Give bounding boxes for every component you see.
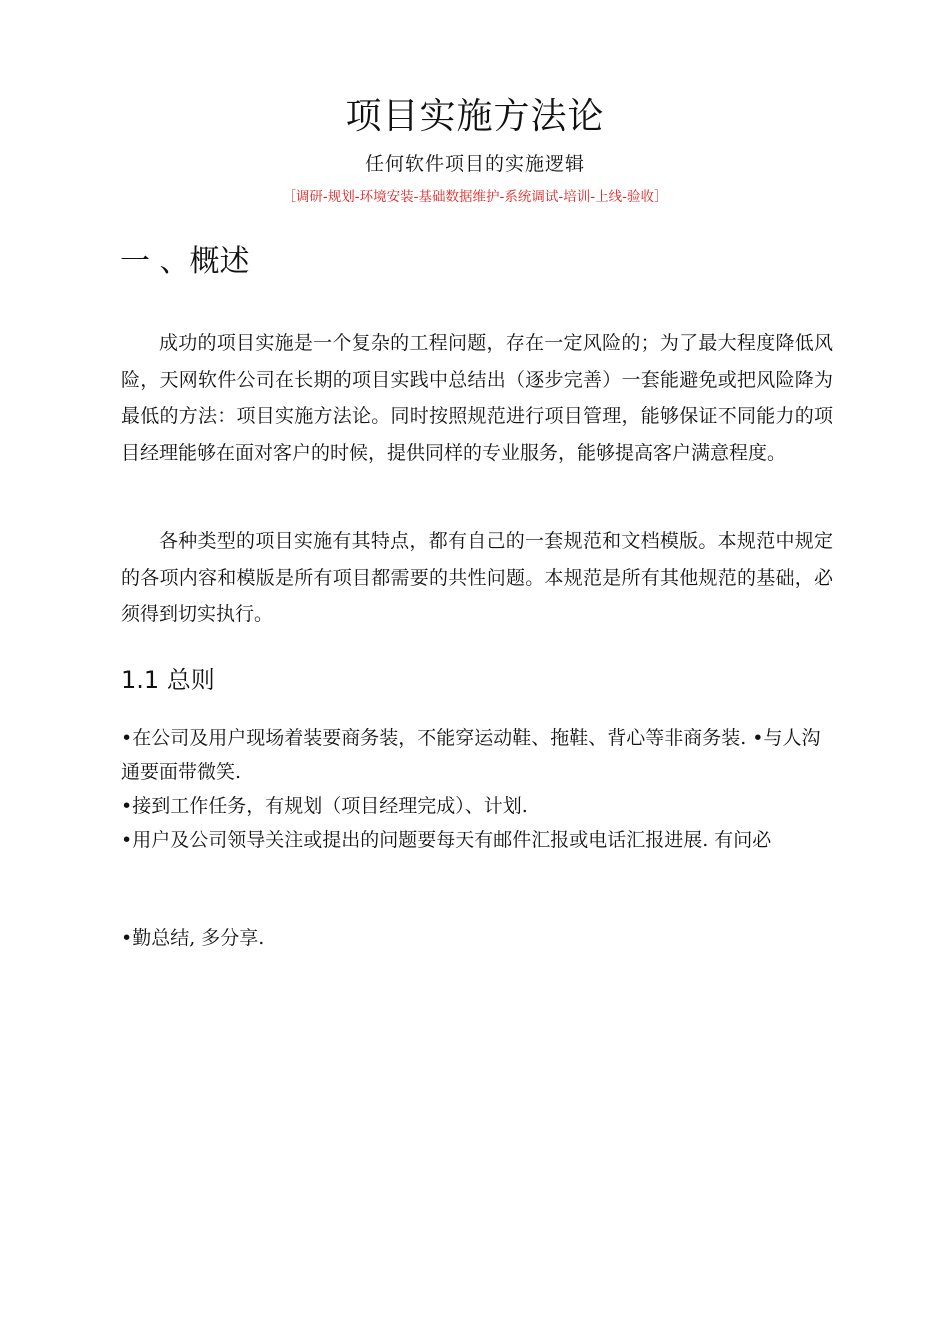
document-subtitle: 任何软件项目的实施逻辑 (364, 153, 585, 175)
section-heading-overview: 一 、概述 (120, 244, 250, 279)
general-rules-list (121, 721, 833, 857)
list-item: •接到工作任务，有规划（项目经理完成）、计划. (121, 795, 528, 817)
overview-paragraph-2: 各种类型的项目实施有其特点，都有自己的一套规范和文档模版。本规范中规定的各项内容和模版是所有项目都需要的共性问题。本规范是所有其他规范的基础，必须得到切实执行。 (121, 530, 833, 625)
list-item: •用户及公司领导关注或提出的问题要每天有邮件汇报或电话汇报进展. 有问必 (121, 829, 772, 851)
process-steps-line: ［调研-规划-环境安装-基础数据维护-系统调试-培训-上线-验收］ (282, 189, 668, 205)
list-item: •勤总结, 多分享. (121, 927, 265, 949)
overview-paragraph-1: 成功的项目实施是一个复杂的工程问题，存在一定风险的；为了最大程度降低风险，天网软件公司在长期的项目实践中总结出（逐步完善）一套能避免或把风险降为最低的方法：项目实施方法论。同时按照规范进行项目管理，能够保证不同能力的项目经理能够在面对客户的时候，提供同样的专业服务，能够提高客户满意程度。 (121, 332, 833, 464)
section-heading-general-rules: 1.1 总则 (121, 666, 215, 694)
list-item: •在公司及用户现场着装要商务装，不能穿运动鞋、拖鞋、背心等非商务装. •与人沟通要面带微笑. (121, 727, 821, 783)
document-title: 项目实施方法论 (345, 96, 605, 137)
general-rules-list-continued (121, 921, 833, 955)
